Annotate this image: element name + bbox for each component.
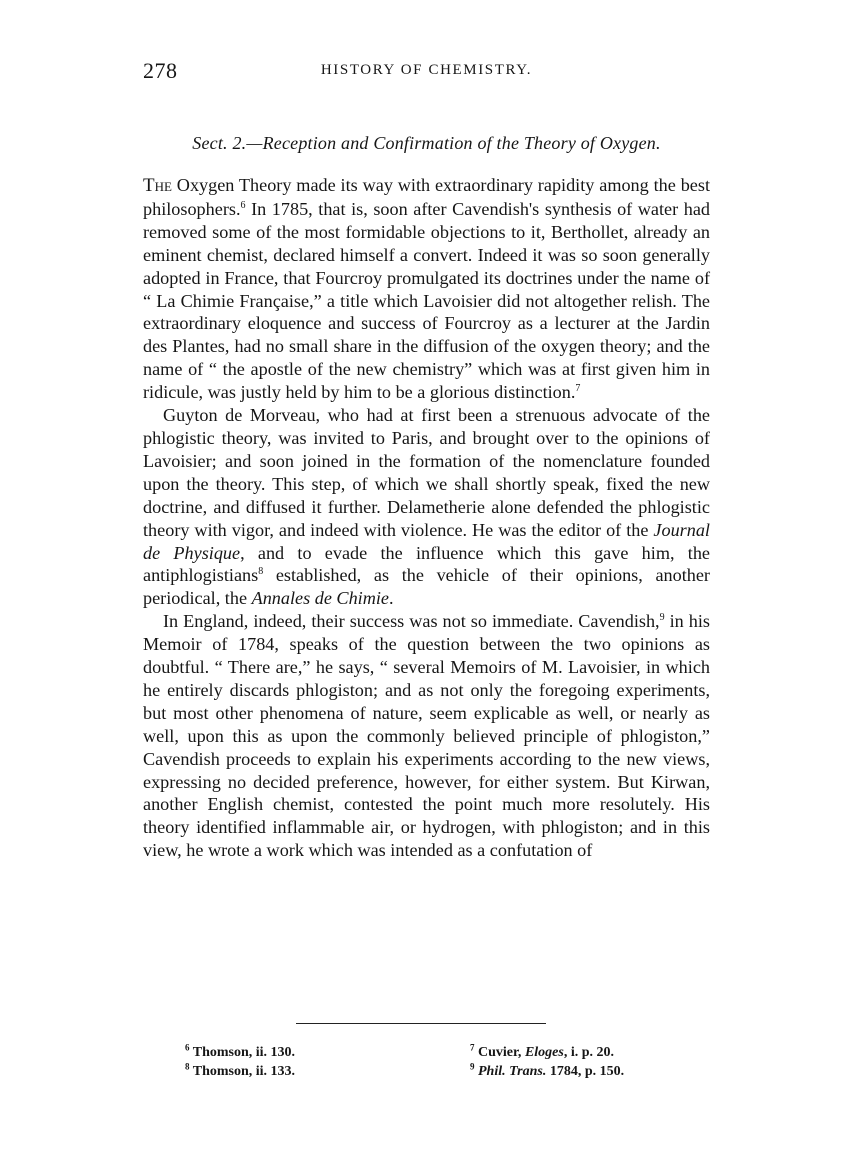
footnote-divider — [296, 1023, 546, 1024]
paragraph-text: . — [388, 588, 394, 609]
paragraph-text: In England, indeed, their success was not so immediate. Cavendish, — [163, 611, 660, 632]
footnote-text: 1784, p. 150. — [546, 1064, 625, 1079]
first-word: The — [143, 175, 172, 196]
footnote-text: Cuvier, — [474, 1045, 525, 1060]
body-text — [143, 174, 710, 862]
footnote-mark: 9 — [470, 1061, 475, 1072]
paragraph-text: Oxygen Theory made its way with extraordinary rapidity among the best philosophers. — [143, 175, 710, 219]
paragraph-3 — [143, 610, 710, 862]
section-title: Sect. 2.—Reception and Confirmation of the Theory of Oxygen. — [192, 133, 661, 153]
footnote-8 — [185, 1062, 295, 1081]
paragraph-text: Guyton de Morveau, who had at first been a strenuous advocate of the phlogistic theory, was invited to Paris, and brought over to the opinions of Lavoisier; and soon joined in the formation of the nomenclature founded upon the theory. This step, of which we shall shortly speak, fixed the new doctrine, and diffused it further. Delametherie alone defended the phlogistic theory with vigor, and indeed with violence. He was the editor of the — [143, 405, 710, 540]
footnote-6 — [185, 1043, 295, 1062]
paragraph-text: established, as the vehicle of their opinions, another periodical, the — [143, 565, 710, 609]
paragraph-text: In 1785, that is, soon after Cavendish's synthesis of water had removed some of the most formidable objections to it, Berthollet, already an eminent chemist, declared himself a convert. Indeed it was so soon generally adopted in France, that Fourcroy promulgated its doctrines under the name of “ La Chimie Française,” a title which Lavoisier did not altogether relish. The extraordinary eloquence and success of Fourcroy as a lecturer at the Jardin des Plantes, had no small share in the diffusion of the oxygen theory; and the name of “ the apostle of the new chemistry” which was at first given him in ridicule, was justly held by him to be a glorious distinction. — [143, 198, 710, 403]
footnote-ref-6: 6 — [240, 199, 246, 211]
footnote-mark: 7 — [470, 1042, 475, 1053]
paragraph-text: in his Memoir of 1784, speaks of the question between the two opinions as doubtful. “ There are,” he says, “ several Memoirs of M. Lavoisier, in which he entirely discards phlogiston; and as not only the foregoing experiments, but most other phenomena of nature, seem explicable as well, or nearly as well, upon this as upon the commonly believed principle of phlogiston,” Cavendish proceeds to explain his experiments according to the new views, expressing no decided preference, however, for either system. But Kirwan, another English chemist, contested the point much more resolutely. His theory identified inflammable air, or hydrogen, with phlogiston; and in this view, he wrote a work which was intended as a confutation of — [143, 611, 710, 861]
running-head: HISTORY OF CHEMISTRY. — [320, 62, 533, 78]
paragraph-text: , and to evade the influence which this gave him, the antiphlogistians — [143, 542, 710, 586]
journal-title: Annales de Chimie — [251, 588, 389, 609]
footnote-ref-8: 8 — [258, 566, 264, 578]
footnote-text: Thomson, ii. 130. — [189, 1045, 296, 1060]
page-number: 278 — [143, 58, 178, 83]
footnote-text: Thomson, ii. 133. — [189, 1064, 296, 1079]
footnote-work-title: Eloges — [524, 1045, 564, 1060]
footnote-9 — [470, 1062, 624, 1081]
paragraph-1 — [143, 174, 710, 404]
footnote-ref-7: 7 — [575, 383, 581, 395]
page-header — [143, 58, 710, 86]
paragraph-2 — [143, 404, 710, 610]
footnote-mark: 6 — [185, 1042, 190, 1053]
footnote-7 — [470, 1043, 614, 1062]
footnote-text: , i. p. 20. — [563, 1045, 615, 1060]
journal-title: Journal de Physique — [143, 519, 710, 563]
footnote-ref-9: 9 — [659, 612, 665, 624]
footnote-work-title: Phil. Trans. — [478, 1064, 547, 1079]
footnote-mark: 8 — [185, 1061, 190, 1072]
